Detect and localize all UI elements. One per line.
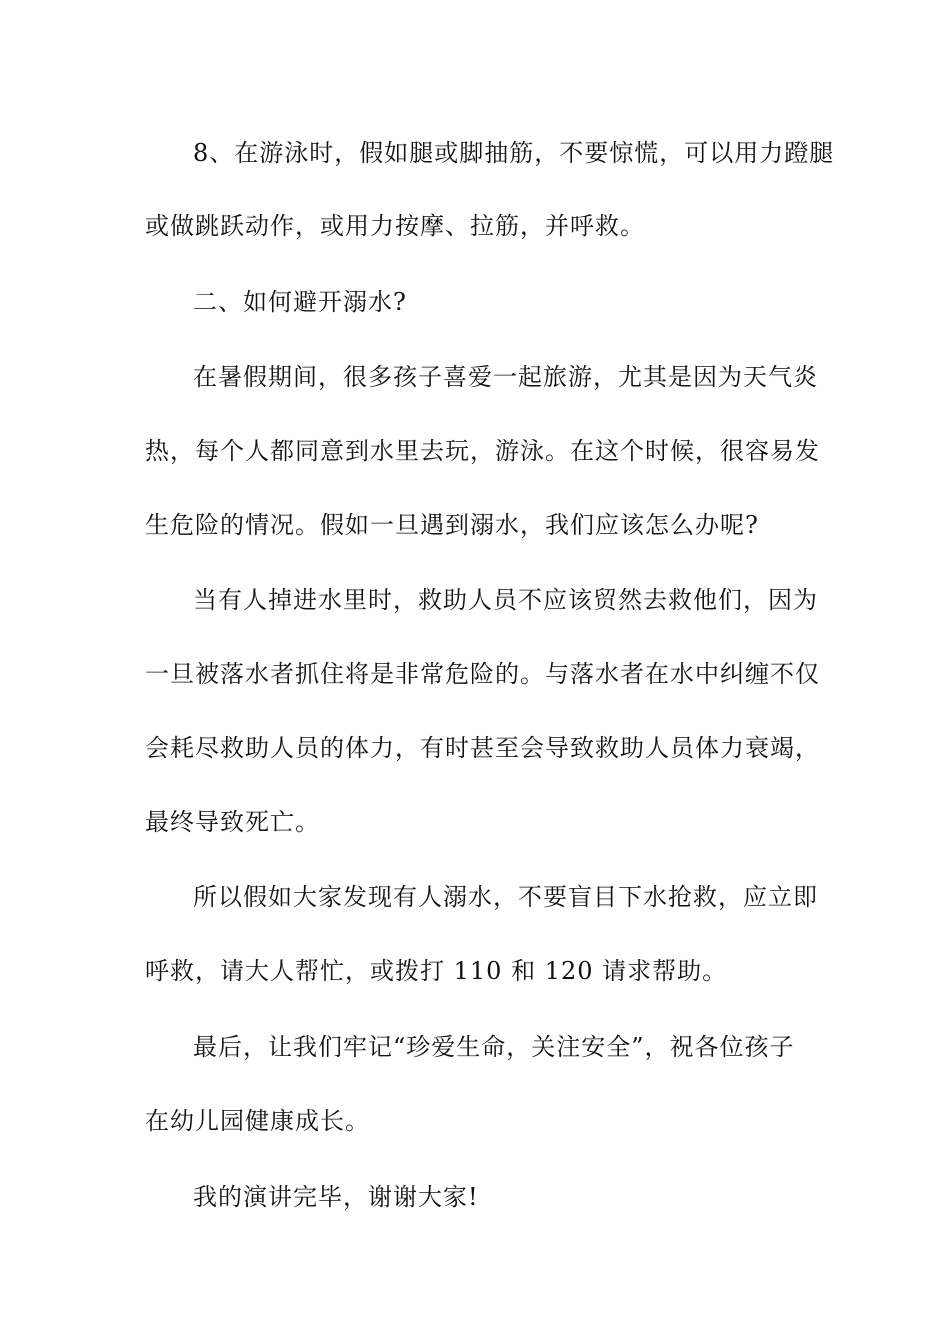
paragraph-rescue-line-3: 会耗尽救助人员的体力，有时甚至会导致救助人员体力衰竭， <box>145 734 820 762</box>
paragraph-summer-line-1: 在暑假期间，很多孩子喜爱一起旅游，尤其是因为天气炎 <box>193 363 818 391</box>
paragraph-closing-line-1: 最后，让我们牢记“珍爱生命，关注安全”，祝各位孩子 <box>193 1033 795 1061</box>
paragraph-8-line-2: 或做跳跃动作，或用力按摩、拉筋，并呼救。 <box>145 212 645 240</box>
paragraph-rescue-line-1: 当有人掉进水里时，救助人员不应该贸然去救他们，因为 <box>193 586 818 614</box>
paragraph-call-line-1: 所以假如大家发现有人溺水，不要盲目下水抢救，应立即 <box>193 883 818 911</box>
paragraph-thanks: 我的演讲完毕，谢谢大家! <box>193 1183 479 1211</box>
paragraph-call-line-2: 呼救，请大人帮忙，或拨打 110 和 120 请求帮助。 <box>145 957 728 985</box>
paragraph-rescue-line-2: 一旦被落水者抓住将是非常危险的。与落水者在水中纠缠不仅 <box>145 660 820 688</box>
paragraph-rescue-line-4: 最终导致死亡。 <box>145 808 320 836</box>
paragraph-closing-line-2: 在幼儿园健康成长。 <box>145 1107 370 1135</box>
section-heading: 二、如何避开溺水? <box>193 288 407 316</box>
paragraph-summer-line-3: 生危险的情况。假如一旦遇到溺水，我们应该怎么办呢? <box>145 511 759 539</box>
paragraph-summer-line-2: 热，每个人都同意到水里去玩，游泳。在这个时候，很容易发 <box>145 437 820 465</box>
paragraph-8-line-1: 8、在游泳时，假如腿或脚抽筋，不要惊慌，可以用力蹬腿 <box>193 139 835 167</box>
